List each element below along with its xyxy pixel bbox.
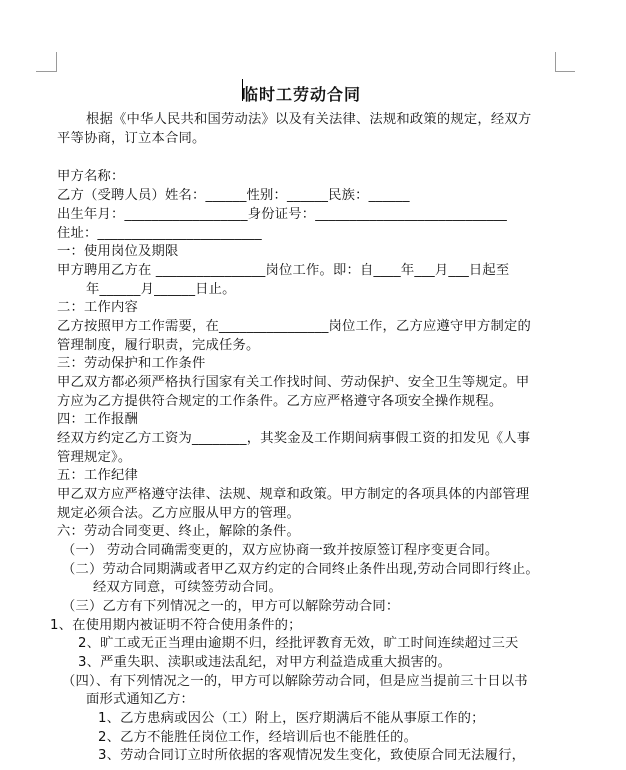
clause-line: （一） 劳动合同确需变更的，双方应协商一致并按原签订程序变更合同。: [62, 543, 499, 558]
clause-item: 2、旷工或无正当理由逾期不归，经批评教育无效，旷工时间连续超过三天: [78, 636, 519, 651]
paragraph-line: 规定必须合法。乙方应服从甲方的管理。: [57, 506, 300, 521]
paragraph-line: 管理制度，履行职责，完成任务。: [57, 338, 260, 353]
paragraph-line: 甲乙双方都必须严格执行国家有关工作找时间、劳动保护、安全卫生等规定。甲: [57, 375, 530, 390]
paragraph-line: 经双方约定乙方工资为________，其奖金及工作期间病事假工资的扣发见《人事: [57, 431, 531, 446]
paragraph-line: 管理规定》。: [57, 450, 132, 465]
section-heading: 二：工作内容: [57, 300, 138, 315]
paragraph-line: 平等协商，订立本合同。: [57, 131, 206, 146]
document-title: 临时工劳动合同: [242, 85, 362, 104]
paragraph-line: 甲乙双方应严格遵守法律、法规、规章和政策。甲方制定的各项具体的内部管理: [57, 487, 530, 502]
party-b-info-line: 乙方（受聘人员）姓名：______性别：______民族：______: [57, 188, 410, 203]
clause-item: 2、乙方不能胜任岗位工作，经培训后也不能胜任的。: [98, 730, 418, 745]
paragraph-line: 年______月______日止。: [86, 282, 236, 297]
party-a-name-line: 甲方名称：: [57, 169, 125, 184]
clause-line: （二）劳动合同期满或者甲乙双方约定的合同终止条件出现,劳动合同即行终止。: [62, 562, 539, 577]
clause-line: 经双方同意，可续签劳动合同。: [93, 580, 282, 595]
paragraph-line: 方应为乙方提供符合规定的工作条件。乙方应严格遵守各项安全操作规程。: [57, 394, 503, 409]
paragraph-line: 甲方聘用乙方在 ________________岗位工作。即：自____年___月___日起至: [57, 263, 510, 278]
section-heading: 五：工作纪律: [57, 468, 138, 483]
section-heading: 一：使用岗位及期限: [57, 244, 179, 259]
clause-item: 1、乙方患病或因公（工）附上，医疗期满后不能从事原工作的；: [98, 711, 485, 726]
clause-item: 1、在使用期内被证明不符合使用条件的；: [50, 618, 302, 633]
birth-id-line: 出生年月：__________________身份证号：____________________________: [57, 207, 507, 222]
address-line: 住址：________________________: [57, 226, 262, 241]
section-heading: 三：劳动保护和工作条件: [57, 356, 206, 371]
crop-mark-top-right-vertical: [555, 52, 556, 72]
clause-line: （四）、有下列情况之一的，甲方可以解除劳动合同，但是应当提前三十日以书: [62, 674, 528, 689]
paragraph-line: 乙方按照甲方工作需要，在________________岗位工作，乙方应遵守甲方制定的: [57, 319, 531, 334]
section-heading: 六：劳动合同变更、终止，解除的条件。: [57, 524, 300, 539]
clause-item: 3、严重失职、渎职或违法乱纪，对甲方利益造成重大损害的。: [78, 655, 452, 670]
clause-line: 面形式通知乙方：: [86, 692, 194, 707]
clause-item: 3、劳动合同订立时所依据的客观情况发生变化，致使原合同无法履行，: [98, 748, 526, 763]
paragraph-line: 根据《中华人民共和国劳动法》以及有关法律、法规和政策的规定，经双方: [86, 112, 532, 127]
crop-mark-top-left-vertical: [56, 52, 57, 72]
crop-mark-top-right-horizontal: [555, 71, 575, 72]
section-heading: 四：工作报酬: [57, 412, 138, 427]
crop-mark-top-left-horizontal: [36, 71, 56, 72]
clause-line: （三）乙方有下列情况之一的，甲方可以解除劳动合同：: [62, 599, 400, 614]
